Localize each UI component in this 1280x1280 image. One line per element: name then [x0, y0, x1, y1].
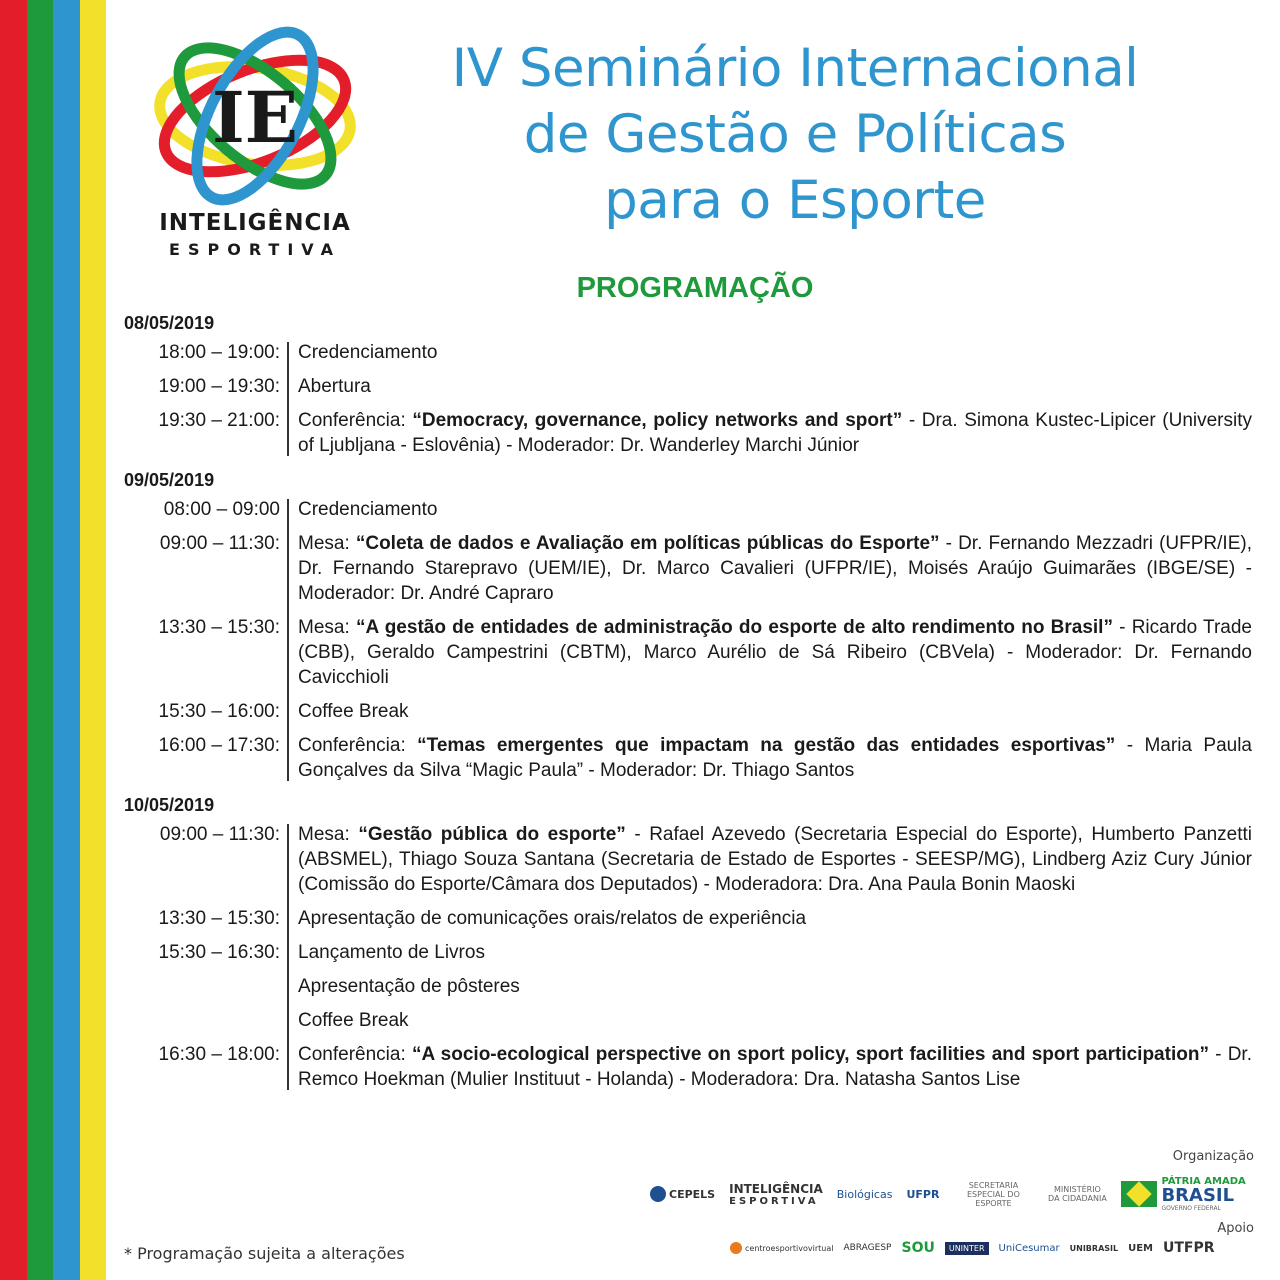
session-time: 18:00 – 19:00:	[158, 342, 280, 363]
session-description	[298, 615, 1252, 690]
session-description	[298, 374, 1252, 399]
patria-amada-text: PÁTRIA AMADA	[1161, 1176, 1246, 1187]
organizer-logos	[650, 1176, 1246, 1212]
day-schedule	[124, 340, 1252, 458]
color-stripes	[0, 0, 106, 1280]
session-type: Mesa:	[298, 617, 356, 638]
sou-logo: SOU	[901, 1240, 935, 1256]
session-type: Abertura	[298, 376, 371, 397]
unicesumar-logo: UniCesumar	[998, 1242, 1060, 1254]
schedule-row	[124, 974, 1252, 999]
session-title: “Democracy, governance, policy networks and sport”	[412, 410, 903, 431]
schedule-row	[124, 497, 1252, 522]
logo-orbits-icon	[150, 16, 360, 216]
session-time: 16:30 – 18:00:	[158, 1044, 280, 1065]
ie-small-word1: INTELIGÊNCIA	[729, 1181, 823, 1196]
governo-federal-text: GOVERNO FEDERAL	[1161, 1205, 1221, 1212]
logo-mark: IE	[211, 76, 299, 159]
session-type: Conferência:	[298, 735, 418, 756]
title-line-1: IV Seminário Internacional	[451, 38, 1139, 99]
day-date: 10/05/2019	[124, 795, 215, 815]
schedule-row	[124, 1008, 1252, 1033]
schedule-row	[124, 408, 1252, 458]
session-type: Coffee Break	[298, 1010, 409, 1031]
session-description	[298, 906, 1252, 931]
schedule-row	[124, 531, 1252, 606]
session-description	[298, 408, 1252, 458]
stripe-blue	[53, 0, 80, 1280]
session-type: Conferência:	[298, 410, 413, 431]
abragesp-logo: ABRAGESP	[843, 1243, 892, 1253]
session-description	[298, 497, 1252, 522]
logo-word-inteligencia: INTELIGÊNCIA	[159, 210, 351, 236]
session-type: Credenciamento	[298, 499, 438, 520]
schedule-row	[124, 733, 1252, 783]
utfpr-logo: UTFPR	[1163, 1240, 1215, 1256]
session-time: 19:00 – 19:30:	[158, 376, 280, 397]
apoio-label: Apoio	[1217, 1221, 1254, 1236]
session-time: 13:30 – 15:30:	[158, 908, 280, 929]
session-type: Lançamento de Livros	[298, 942, 485, 963]
day-schedule	[124, 822, 1252, 1092]
cepels-icon	[650, 1186, 666, 1202]
session-time: 13:30 – 15:30:	[158, 617, 280, 638]
session-title: “Temas emergentes que impactam na gestão das entidades esportivas”	[417, 735, 1116, 756]
schedule-row	[124, 940, 1252, 965]
session-time	[124, 1008, 280, 1033]
session-title: “Coleta de dados e Avaliação em políticas públicas do Esporte”	[355, 533, 940, 554]
ufpr-biologicas-logo: Biológicas	[836, 1187, 893, 1201]
session-title: “A gestão de entidades de administração do esporte de alto rendimento no Brasil”	[355, 617, 1113, 638]
schedule-row	[124, 822, 1252, 897]
session-speakers: - Rafael Azevedo (Secretaria Especial do Esporte), Humberto Panzetti (ABSMEL), Thiago Souza Santana (Secretaria de Estado de Esportes - SEESP/MG), Lindberg Aziz Cury Júnior (Comissão do Esporte/Câmara dos Deputados) - Moderadora: Dra. Ana Paula Bonin Maoski	[298, 824, 1252, 895]
brasil-flag-icon	[1121, 1181, 1157, 1207]
session-description	[298, 531, 1252, 606]
session-description	[298, 733, 1252, 783]
session-speakers: - Maria Paula Gonçalves da Silva “Magic Paula” - Moderador: Dr. Thiago Santos	[298, 735, 1252, 781]
ministerio-logo: MINISTÉRIO DA CIDADANIA	[1048, 1185, 1107, 1203]
schedule-row	[124, 699, 1252, 724]
secretaria-logo: SECRETARIA ESPECIAL DO ESPORTE	[966, 1180, 1020, 1208]
session-time: 09:00 – 11:30:	[159, 533, 280, 554]
session-speakers: - Ricardo Trade (CBB), Geraldo Campestrini (CBTM), Marco Aurélio de Sá Ribeiro (CBVela) - Moderador: Dr. Fernando Cavicchioli	[298, 617, 1252, 688]
centro-esportivo-logo: centroesportivovirtual	[730, 1242, 833, 1254]
session-description	[298, 1042, 1252, 1092]
ie-small-word2: ESPORTIVA	[729, 1195, 819, 1207]
ufpr-logo: UFPR	[906, 1187, 940, 1201]
ie-small-logo	[729, 1182, 823, 1207]
session-description	[298, 822, 1252, 897]
session-time	[124, 974, 280, 999]
session-type: Credenciamento	[298, 342, 438, 363]
session-description	[298, 940, 1252, 965]
session-type: Apresentação de pôsteres	[298, 976, 520, 997]
session-title: “Gestão pública do esporte”	[358, 824, 626, 845]
session-type: Conferência:	[298, 1044, 412, 1065]
schedule-row	[124, 615, 1252, 690]
schedule-row	[124, 906, 1252, 931]
schedule-row	[124, 374, 1252, 399]
day-date: 08/05/2019	[124, 313, 215, 333]
session-description	[298, 699, 1252, 724]
session-speakers: - Dr. Remco Hoekman (Mulier Instituut - Holanda) - Moderadora: Dra. Natasha Santos Lise	[298, 1044, 1252, 1090]
session-time: 09:00 – 11:30:	[159, 824, 280, 845]
event-title	[380, 36, 1210, 234]
schedule-row	[124, 340, 1252, 365]
stripe-yellow	[80, 0, 107, 1280]
session-type: Mesa:	[298, 533, 356, 554]
schedule-row	[124, 1042, 1252, 1092]
session-speakers: - Dra. Simona Kustec-Lipicer (University of Ljubljana - Eslovênia) - Moderador: Dr. Wanderley Marchi Júnior	[298, 410, 1252, 456]
brasil-logo	[1121, 1176, 1245, 1212]
uninter-logo: UNINTER	[945, 1242, 989, 1255]
program-heading: PROGRAMAÇÃO	[576, 272, 814, 304]
session-description	[298, 340, 1252, 365]
session-time: 15:30 – 16:00:	[158, 701, 280, 722]
unibrasil-logo: UNIBRASIL	[1069, 1243, 1119, 1253]
day-schedule	[124, 497, 1252, 783]
session-description	[298, 974, 1252, 999]
session-time: 16:00 – 17:30:	[158, 735, 280, 756]
brasil-text: BRASIL	[1161, 1185, 1235, 1206]
session-title: “A socio-ecological perspective on sport policy, sport facilities and sport participation”	[411, 1044, 1209, 1065]
stripe-green	[27, 0, 54, 1280]
session-type: Mesa:	[298, 824, 359, 845]
supporter-logos	[730, 1240, 1215, 1256]
title-line-2: de Gestão e Políticas	[523, 104, 1067, 165]
session-type: Coffee Break	[298, 701, 409, 722]
disclaimer-note: * Programação sujeita a alterações	[124, 1244, 405, 1263]
session-type: Apresentação de comunicações orais/relatos de experiência	[298, 908, 807, 929]
inteligencia-esportiva-logo	[150, 16, 360, 266]
program-schedule	[124, 308, 1252, 1101]
uem-logo: UEM	[1128, 1242, 1153, 1254]
stripe-red	[0, 0, 27, 1280]
session-speakers: - Dr. Fernando Mezzadri (UFPR/IE), Dr. Fernando Starepravo (UEM/IE), Dr. Marco Cavalieri (UFPR/IE), Moisés Araújo Guimarães (IBGE/SE) - Moderador: Dr. André Capraro	[298, 533, 1252, 604]
organizacao-label: Organização	[1172, 1149, 1254, 1164]
session-time: 15:30 – 16:30:	[158, 942, 280, 963]
title-line-3: para o Esporte	[604, 170, 986, 231]
logo-word-esportiva: ESPORTIVA	[169, 240, 341, 259]
session-time: 19:30 – 21:00:	[158, 410, 280, 431]
day-date: 09/05/2019	[124, 470, 215, 490]
session-description	[298, 1008, 1252, 1033]
cepels-logo: CEPELS	[650, 1186, 715, 1202]
session-time: 08:00 – 09:00	[163, 499, 280, 520]
centro-esportivo-icon	[730, 1242, 742, 1254]
